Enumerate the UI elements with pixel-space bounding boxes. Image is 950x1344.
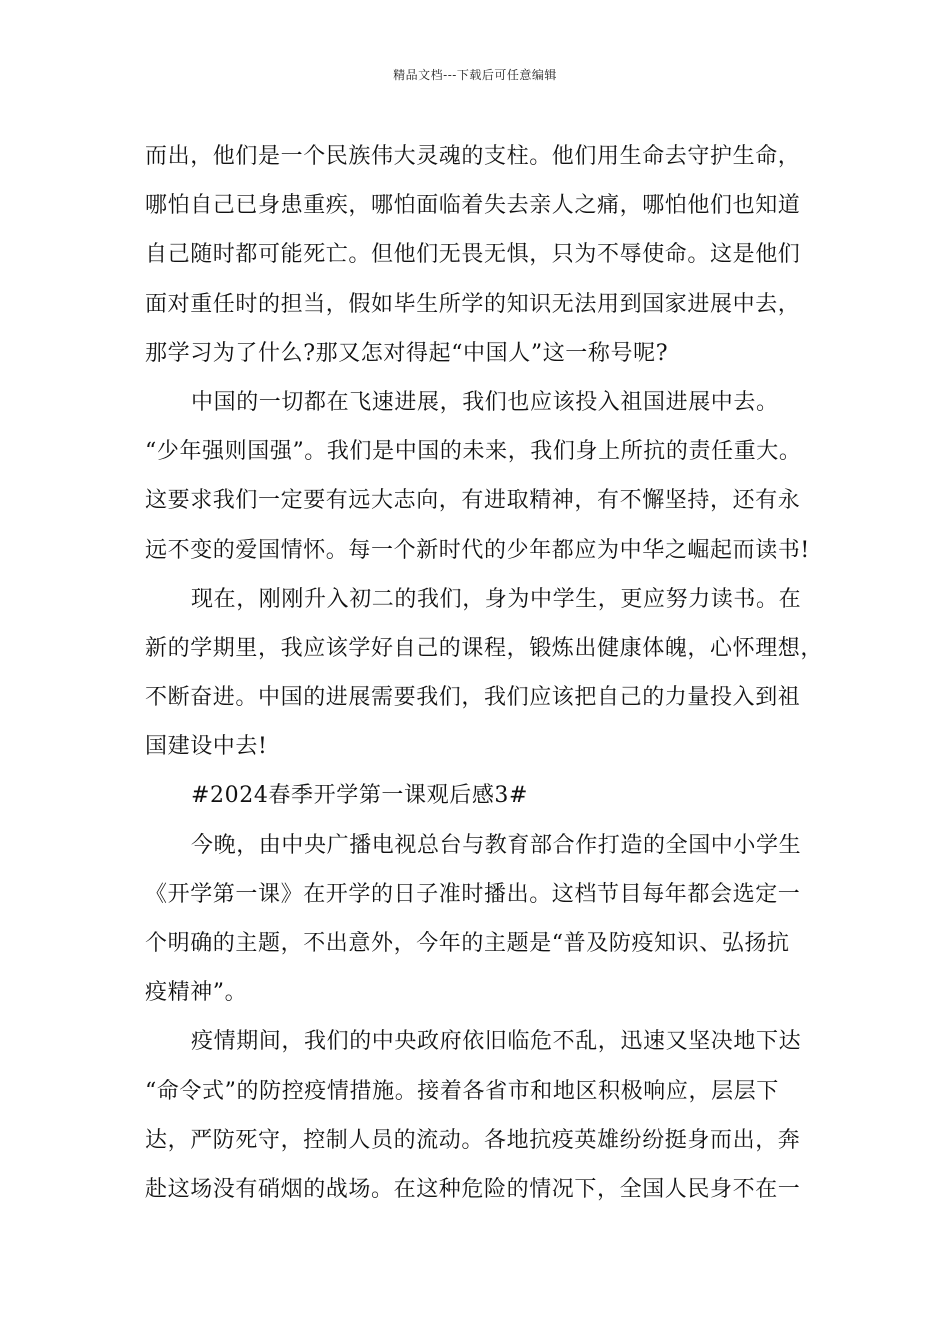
paragraph-start-line: 现在，刚刚升入初二的我们，身为中学生，更应努力读书。在 xyxy=(191,586,802,612)
document-body xyxy=(145,132,825,1214)
text-line: 远不变的爱国情怀。每一个新时代的少年都应为中华之崛起而读书! xyxy=(145,537,810,563)
section-heading: #2024春季开学第一课观后感3# xyxy=(191,783,529,809)
paragraph-start-line: 中国的一切都在飞速进展，我们也应该投入祖国进展中去。 xyxy=(191,389,779,415)
text-line: “命令式”的防控疫情措施。接着各省市和地区积极响应，层层下 xyxy=(145,1078,779,1104)
text-line: 疫精神”。 xyxy=(145,980,248,1006)
text-line: 赴这场没有硝烟的战场。在这种危险的情况下，全国人民身不在一 xyxy=(145,1176,801,1202)
text-line: 新的学期里，我应该学好自己的课程，锻炼出健康体魄，心怀理想， xyxy=(145,635,824,661)
text-line: 这要求我们一定要有远大志向，有进取精神，有不懈坚持，还有永 xyxy=(145,488,801,514)
paragraph-start-line: 疫情期间，我们的中央政府依旧临危不乱，迅速又坚决地下达 xyxy=(191,1029,802,1055)
text-line: 自己随时都可能死亡。但他们无畏无惧，只为不辱使命。这是他们 xyxy=(145,242,801,268)
text-line: 国建设中去! xyxy=(145,734,268,760)
text-line: 《开学第一课》在开学的日子准时播出。这档节目每年都会选定一 xyxy=(145,881,801,907)
text-line: 达，严防死守，控制人员的流动。各地抗疫英雄纷纷挺身而出，奔 xyxy=(145,1127,801,1153)
text-line: 面对重任时的担当，假如毕生所学的知识无法用到国家进展中去， xyxy=(145,291,801,317)
page-header: 精品文档---下载后可任意编辑 xyxy=(393,68,557,82)
text-line: 不断奋进。中国的进展需要我们，我们应该把自己的力量投入到祖 xyxy=(145,685,801,711)
paragraph-start-line: 今晚，由中央广播电视总台与教育部合作打造的全国中小学生 xyxy=(191,832,802,858)
text-line: 那学习为了什么?那又怎对得起“中国人”这一称号呢? xyxy=(145,340,669,366)
text-line: 而出，他们是一个民族伟大灵魂的支柱。他们用生命去守护生命， xyxy=(145,144,801,169)
text-line: “少年强则国强”。我们是中国的未来，我们身上所抗的责任重大。 xyxy=(145,439,802,465)
text-line: 个明确的主题，不出意外，今年的主题是“普及防疫知识、弘扬抗 xyxy=(145,931,790,956)
text-line: 哪怕自己已身患重疾，哪怕面临着失去亲人之痛，哪怕他们也知道 xyxy=(145,193,801,219)
